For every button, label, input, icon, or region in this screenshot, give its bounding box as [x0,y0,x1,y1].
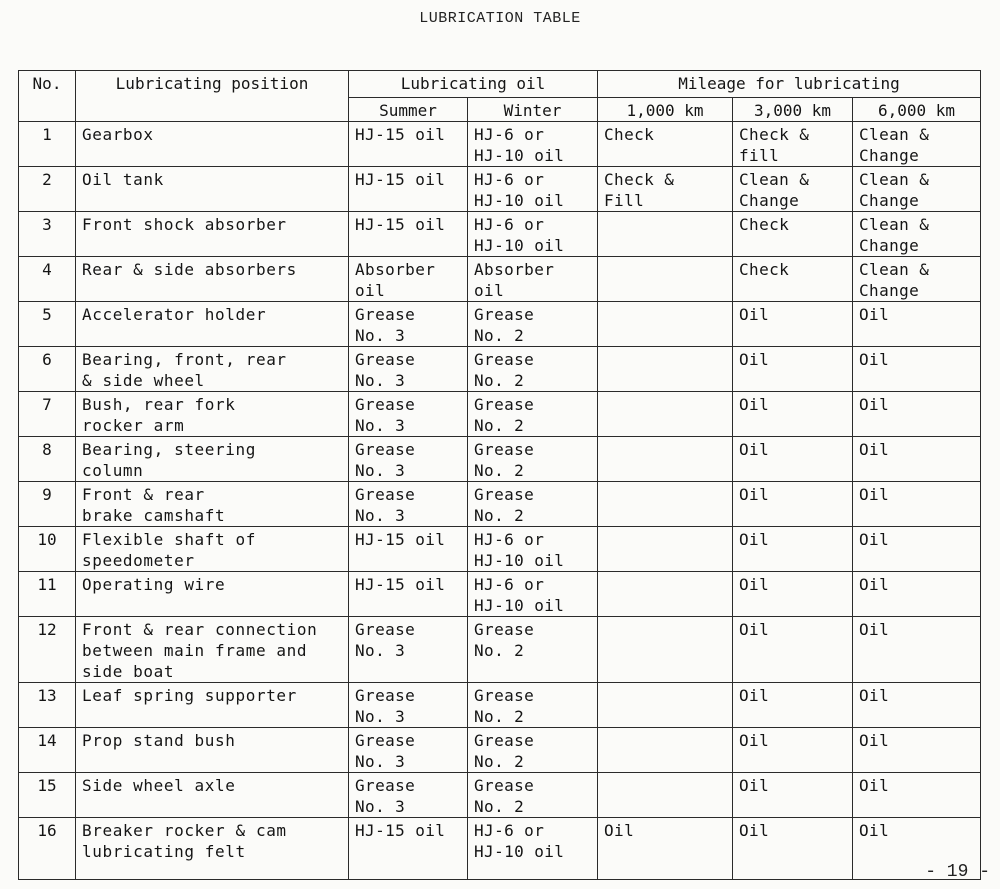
cell-winter: Grease No. 2 [468,773,598,818]
cell-position: Front & rear connection between main frame and side boat [76,617,349,683]
cell-1000km: Check [598,122,733,167]
cell-position: Bush, rear fork rocker arm [76,392,349,437]
header-no: No. [19,71,76,122]
cell-no: 8 [19,437,76,482]
cell-position: Gearbox [76,122,349,167]
cell-3000km: Clean & Change [733,167,853,212]
table-row [19,122,981,167]
cell-3000km: Check & fill [733,122,853,167]
table-row [19,347,981,392]
cell-position: Rear & side absorbers [76,257,349,302]
cell-6000km: Clean & Change [853,122,981,167]
header-lubricating-oil: Lubricating oil [349,71,598,98]
table-row [19,392,981,437]
cell-position: Side wheel axle [76,773,349,818]
cell-position: Bearing, front, rear & side wheel [76,347,349,392]
cell-no: 11 [19,572,76,617]
cell-3000km: Oil [733,392,853,437]
cell-6000km: Oil [853,527,981,572]
cell-no: 13 [19,683,76,728]
cell-winter: Grease No. 2 [468,437,598,482]
cell-position: Front shock absorber [76,212,349,257]
header-6000km: 6,000 km [853,98,981,122]
cell-3000km: Oil [733,572,853,617]
cell-1000km: Check & Fill [598,167,733,212]
table-row [19,257,981,302]
lubrication-table-container [18,70,980,861]
cell-summer: Grease No. 3 [349,437,468,482]
cell-no: 4 [19,257,76,302]
cell-winter: Absorber oil [468,257,598,302]
table-row [19,617,981,683]
cell-1000km [598,683,733,728]
cell-1000km [598,572,733,617]
cell-summer: Absorber oil [349,257,468,302]
cell-no: 3 [19,212,76,257]
cell-6000km: Clean & Change [853,167,981,212]
cell-1000km [598,212,733,257]
header-row-top [19,71,981,98]
header-summer: Summer [349,98,468,122]
cell-summer: Grease No. 3 [349,482,468,527]
cell-3000km: Check [733,257,853,302]
header-winter: Winter [468,98,598,122]
cell-6000km: Oil [853,572,981,617]
cell-3000km: Check [733,212,853,257]
cell-winter: HJ-6 or HJ-10 oil [468,212,598,257]
cell-no: 10 [19,527,76,572]
cell-no: 14 [19,728,76,773]
cell-position: Front & rear brake camshaft [76,482,349,527]
cell-1000km [598,773,733,818]
cell-summer: HJ-15 oil [349,212,468,257]
table-row [19,572,981,617]
cell-6000km: Oil [853,347,981,392]
cell-position: Leaf spring supporter [76,683,349,728]
cell-position: Flexible shaft of speedometer [76,527,349,572]
cell-6000km: Clean & Change [853,257,981,302]
cell-summer: Grease No. 3 [349,347,468,392]
cell-1000km [598,482,733,527]
cell-6000km: Oil [853,818,981,880]
cell-winter: HJ-6 or HJ-10 oil [468,122,598,167]
cell-3000km: Oil [733,347,853,392]
cell-3000km: Oil [733,482,853,527]
cell-summer: HJ-15 oil [349,122,468,167]
cell-winter: HJ-6 or HJ-10 oil [468,572,598,617]
cell-3000km: Oil [733,818,853,880]
cell-no: 1 [19,122,76,167]
page-title: LUBRICATION TABLE [419,10,581,27]
table-row [19,482,981,527]
cell-summer: HJ-15 oil [349,167,468,212]
cell-position: Accelerator holder [76,302,349,347]
table-body [19,122,981,880]
table-row [19,818,981,880]
cell-no: 16 [19,818,76,880]
cell-winter: HJ-6 or HJ-10 oil [468,167,598,212]
cell-position: Prop stand bush [76,728,349,773]
cell-no: 2 [19,167,76,212]
cell-6000km: Oil [853,302,981,347]
cell-6000km: Oil [853,437,981,482]
cell-summer: Grease No. 3 [349,392,468,437]
cell-1000km [598,347,733,392]
table-row [19,683,981,728]
cell-no: 15 [19,773,76,818]
table-row [19,302,981,347]
cell-summer: HJ-15 oil [349,527,468,572]
cell-1000km: Oil [598,818,733,880]
cell-6000km: Oil [853,617,981,683]
cell-winter: Grease No. 2 [468,392,598,437]
cell-1000km [598,617,733,683]
cell-3000km: Oil [733,728,853,773]
cell-1000km [598,302,733,347]
cell-winter: Grease No. 2 [468,482,598,527]
cell-6000km: Oil [853,683,981,728]
table-row [19,437,981,482]
cell-3000km: Oil [733,302,853,347]
table-row [19,728,981,773]
cell-winter: Grease No. 2 [468,728,598,773]
header-3000km: 3,000 km [733,98,853,122]
cell-winter: Grease No. 2 [468,302,598,347]
cell-3000km: Oil [733,617,853,683]
cell-position: Operating wire [76,572,349,617]
cell-position: Breaker rocker & cam lubricating felt [76,818,349,880]
cell-summer: Grease No. 3 [349,773,468,818]
cell-no: 12 [19,617,76,683]
cell-3000km: Oil [733,437,853,482]
lubrication-table [18,70,981,880]
cell-1000km [598,527,733,572]
cell-summer: Grease No. 3 [349,728,468,773]
cell-6000km: Oil [853,728,981,773]
cell-1000km [598,728,733,773]
cell-summer: Grease No. 3 [349,617,468,683]
cell-1000km [598,392,733,437]
header-mileage: Mileage for lubricating [598,71,981,98]
cell-3000km: Oil [733,773,853,818]
cell-winter: Grease No. 2 [468,683,598,728]
page-number: - 19 - [925,862,990,882]
cell-3000km: Oil [733,683,853,728]
cell-6000km: Oil [853,773,981,818]
cell-6000km: Oil [853,482,981,527]
header-position: Lubricating position [76,71,349,122]
cell-summer: HJ-15 oil [349,818,468,880]
cell-no: 7 [19,392,76,437]
cell-1000km [598,437,733,482]
table-row [19,212,981,257]
table-row [19,773,981,818]
cell-winter: HJ-6 or HJ-10 oil [468,527,598,572]
cell-winter: Grease No. 2 [468,617,598,683]
header-1000km: 1,000 km [598,98,733,122]
cell-no: 5 [19,302,76,347]
cell-no: 6 [19,347,76,392]
cell-winter: HJ-6 or HJ-10 oil [468,818,598,880]
cell-no: 9 [19,482,76,527]
cell-3000km: Oil [733,527,853,572]
cell-summer: Grease No. 3 [349,302,468,347]
cell-position: Bearing, steering column [76,437,349,482]
table-row [19,527,981,572]
cell-6000km: Clean & Change [853,212,981,257]
cell-position: Oil tank [76,167,349,212]
cell-winter: Grease No. 2 [468,347,598,392]
cell-1000km [598,257,733,302]
cell-6000km: Oil [853,392,981,437]
cell-summer: HJ-15 oil [349,572,468,617]
table-row [19,167,981,212]
cell-summer: Grease No. 3 [349,683,468,728]
